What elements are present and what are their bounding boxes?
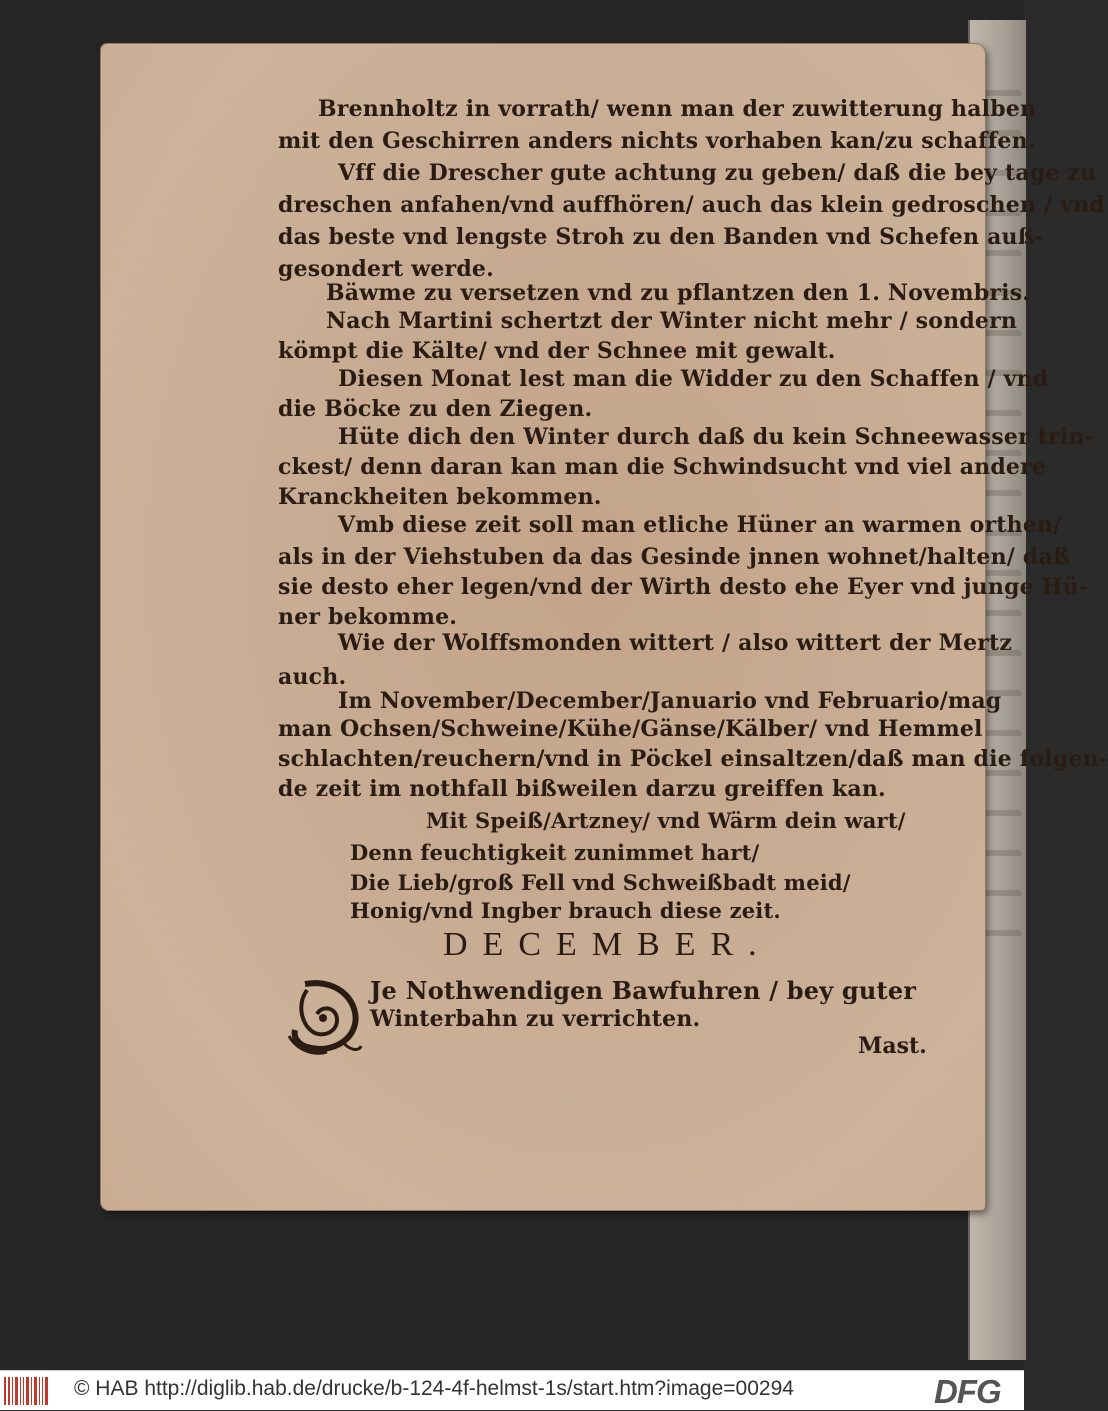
decorated-initial-d xyxy=(283,976,363,1058)
section-heading: DECEMBER. xyxy=(443,926,772,963)
text-line: Brennholtz in vorrath/ wenn man der zuwitterung halben xyxy=(318,96,1037,122)
text-line: man Ochsen/Schweine/Kühe/Gänse/Kälber/ vnd Hemmel xyxy=(278,716,983,742)
text-line: die Böcke zu den Ziegen. xyxy=(278,396,593,422)
text-line: das beste vnd lengste Stroh zu den Banden vnd Schefen auß- xyxy=(278,224,1044,250)
poem-line: Denn feuchtigkeit zunimmet hart/ xyxy=(350,840,760,865)
text-line: ckest/ denn daran kan man die Schwindsucht vnd viel andere xyxy=(278,454,1047,480)
text-line: Vmb diese zeit soll man etliche Hüner an warmen orthen/ xyxy=(338,512,1062,538)
dfg-logo: DFG xyxy=(934,1373,1001,1410)
text-line: schlachten/reuchern/vnd in Pöckel einsaltzen/daß man die folgen- xyxy=(278,746,1108,772)
text-line: gesondert werde. xyxy=(278,256,494,282)
copyright-url[interactable]: © HAB http://diglib.hab.de/drucke/b-124-4f-helmst-1s/start.htm?image=00294 xyxy=(74,1377,794,1400)
text-line: Winterbahn zu verrichten. xyxy=(370,1006,701,1032)
text-line: sie desto eher legen/vnd der Wirth desto ehe Eyer vnd junge Hü- xyxy=(278,574,1089,600)
library-logo xyxy=(4,1377,48,1405)
text-line: mit den Geschirren anders nichts vorhaben kan/zu schaffen. xyxy=(278,128,1036,154)
text-line: Wie der Wolffsmonden wittert / also wittert der Mertz xyxy=(338,630,1013,656)
text-line: Bäwme zu versetzen vnd zu pflantzen den 1. Novembris. xyxy=(326,280,1031,306)
text-line: kömpt die Kälte/ vnd der Schnee mit gewalt. xyxy=(278,338,836,364)
text-line: als in der Viehstuben da das Gesinde jnnen wohnet/halten/ daß xyxy=(278,544,1070,570)
text-line: Diesen Monat lest man die Widder zu den Schaffen / vnd xyxy=(338,366,1049,392)
text-line: auch. xyxy=(278,664,347,690)
text-line: Hüte dich den Winter durch daß du kein Schneewasser trin- xyxy=(338,424,1094,450)
text-line: Je Nothwendigen Bawfuhren / bey guter xyxy=(370,976,917,1005)
text-line: Nach Martini schertzt der Winter nicht mehr / sondern xyxy=(326,308,1018,334)
text-line: Vff die Drescher gute achtung zu geben/ daß die bey tage zu xyxy=(338,160,1097,186)
footer-bar xyxy=(0,1370,1024,1410)
catchword: Mast. xyxy=(858,1033,927,1059)
text-line: Im November/December/Januario vnd Februario/mag xyxy=(338,688,1002,714)
poem-line: Mit Speiß/Artzney/ vnd Wärm dein wart/ xyxy=(426,808,906,833)
poem-line: Honig/vnd Ingber brauch diese zeit. xyxy=(350,898,781,923)
text-line: de zeit im nothfall bißweilen darzu greiffen kan. xyxy=(278,776,886,802)
text-line: ner bekomme. xyxy=(278,604,458,630)
text-line: dreschen anfahen/vnd auffhören/ auch das klein gedroschen / vnd xyxy=(278,192,1105,218)
poem-line: Die Lieb/groß Fell vnd Schweißbadt meid/ xyxy=(350,870,851,895)
text-line: Kranckheiten bekommen. xyxy=(278,484,602,510)
scanned-page xyxy=(101,44,985,1210)
